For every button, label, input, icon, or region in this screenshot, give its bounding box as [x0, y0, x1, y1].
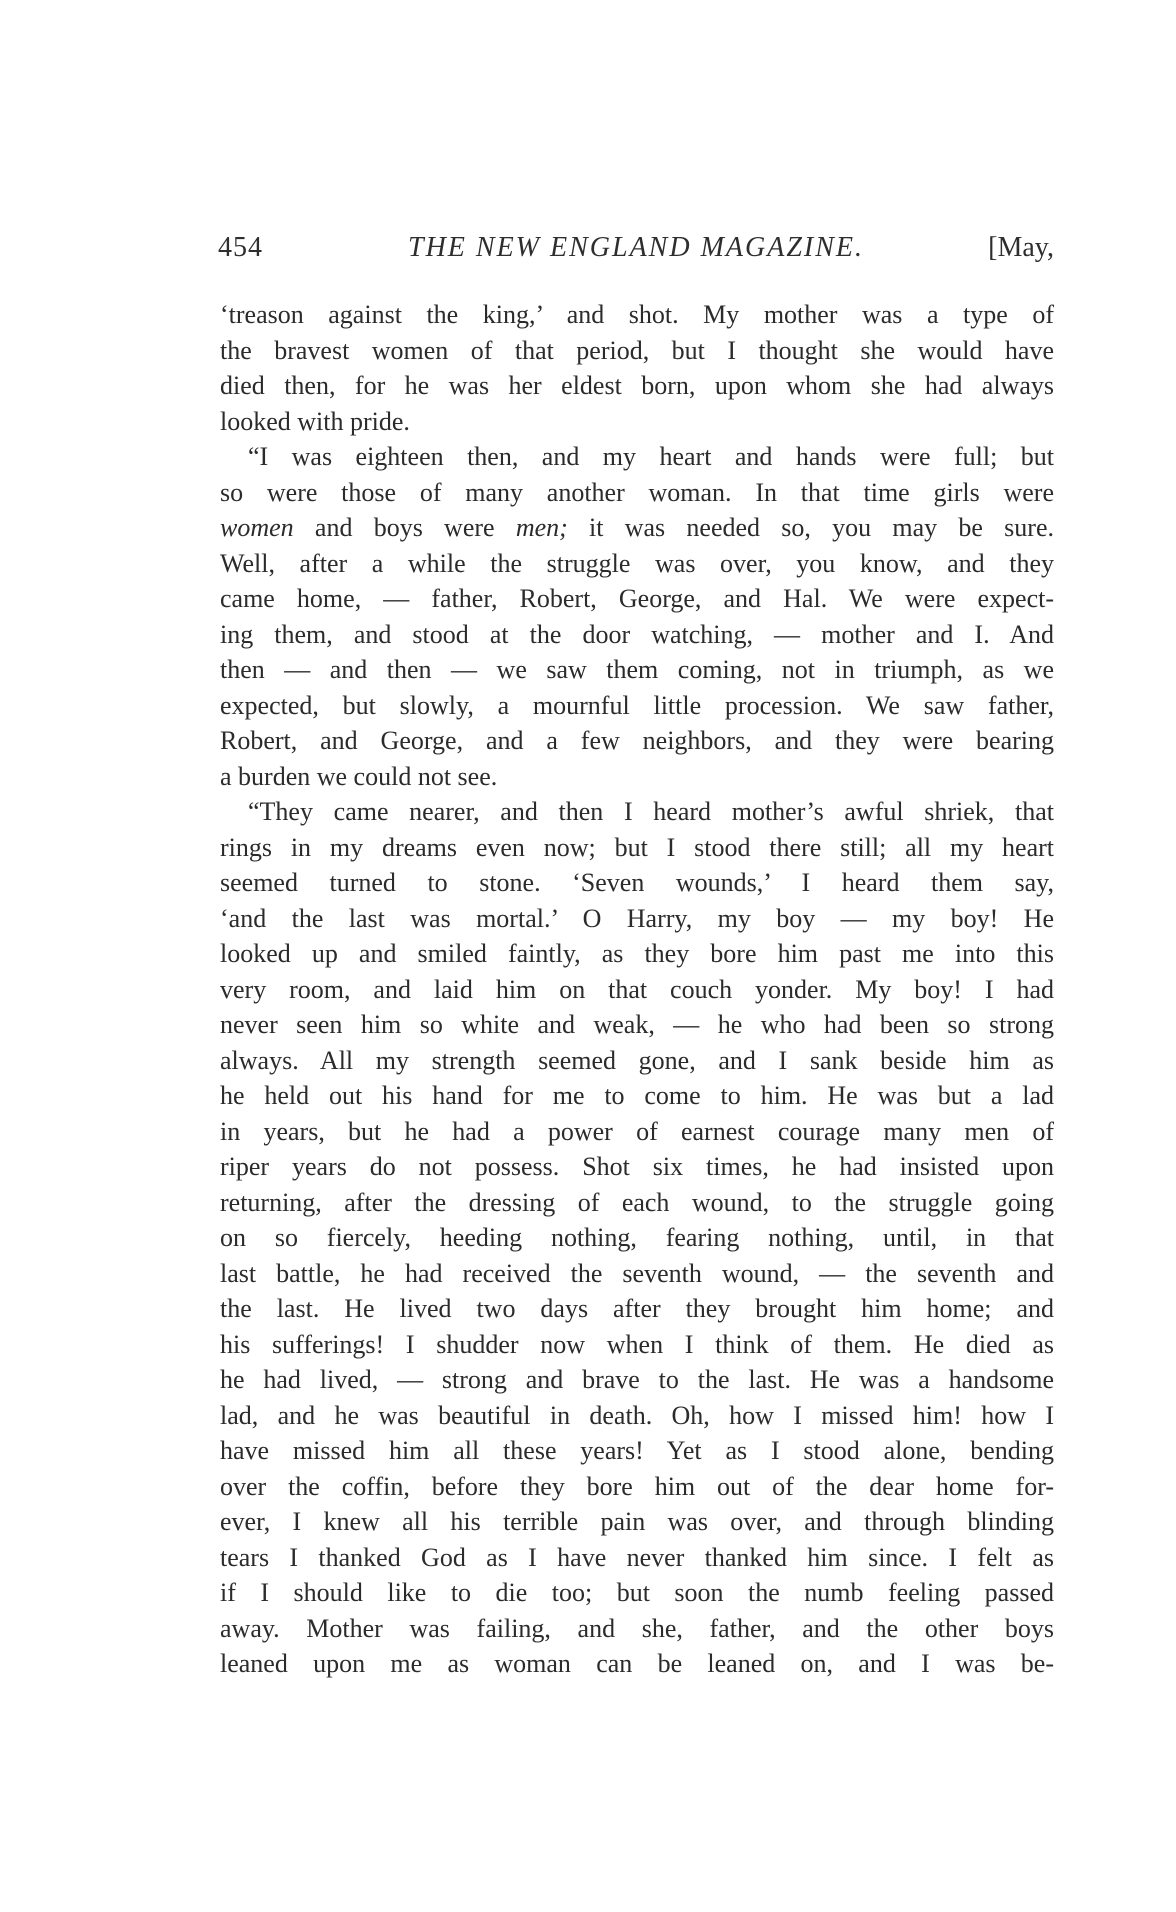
- text-line: the bravest women of that period, but I thought she would have: [220, 335, 1054, 365]
- text-line: lad, and he was beautiful in death. Oh, how I missed him! how I: [220, 1400, 1054, 1430]
- text-line: his sufferings! I shudder now when I think of them. He died as: [220, 1329, 1054, 1359]
- text-fragment: it was needed so, you may be sure.: [567, 513, 1054, 542]
- text-line: looked up and smiled faintly, as they bore him past me into this: [220, 939, 1054, 968]
- text-fragment: and boys were: [293, 513, 516, 542]
- text-line: ing them, and stood at the door watching, — mother and I. And: [220, 619, 1054, 649]
- italic-word: women: [220, 513, 294, 542]
- issue-month: [May,: [988, 232, 1054, 263]
- text-line: came home, — father, Robert, George, and Hal. We were expect-: [220, 584, 1054, 613]
- italic-word: men;: [515, 513, 568, 542]
- text-line: leaned upon me as woman can be leaned on, and I was be-: [220, 1649, 1054, 1678]
- text-line: “They came nearer, and then I heard mother’s awful shriek, that: [248, 797, 1054, 826]
- running-head: [218, 232, 1054, 272]
- text-line: on so fiercely, heeding nothing, fearing nothing, until, in that: [220, 1223, 1054, 1252]
- text-line: always. All my strength seemed gone, and I sank beside him as: [220, 1045, 1054, 1075]
- text-line: never seen him so white and weak, — he who had been so strong: [220, 1010, 1054, 1039]
- text-line: so were those of many another woman. In that time girls were: [220, 477, 1054, 507]
- text-line: away. Mother was failing, and she, father, and the other boys: [220, 1613, 1054, 1643]
- text-line: ever, I knew all his terrible pain was over, and through blinding: [220, 1507, 1054, 1536]
- text-line: Well, after a while the struggle was over, you know, and they: [220, 548, 1054, 578]
- text-line: he held out his hand for me to come to him. He was but a lad: [220, 1081, 1054, 1110]
- text-line: riper years do not possess. Shot six times, he had insisted upon: [220, 1152, 1054, 1181]
- text-line: last battle, he had received the seventh wound, — the seventh and: [220, 1258, 1054, 1288]
- text-line: returning, after the dressing of each wound, to the struggle going: [220, 1187, 1054, 1217]
- text-line: the last. He lived two days after they brought him home; and: [220, 1294, 1054, 1323]
- text-line: over the coffin, before they bore him out of the dear home for-: [220, 1471, 1054, 1501]
- text-line: he had lived, — strong and brave to the last. He was a handsome: [220, 1365, 1054, 1394]
- text-line: ‘treason against the king,’ and shot. My mother was a type of: [220, 300, 1054, 329]
- text-line: have missed him all these years! Yet as I stood alone, bending: [220, 1436, 1054, 1465]
- text-line: expected, but slowly, a mournful little procession. We saw father,: [220, 690, 1054, 720]
- page-number: 454: [218, 232, 263, 263]
- text-line: if I should like to die too; but soon the numb feeling passed: [220, 1578, 1054, 1607]
- text-line: very room, and laid him on that couch yonder. My boy! I had: [220, 974, 1054, 1004]
- text-line: seemed turned to stone. ‘Seven wounds,’ I heard them say,: [220, 868, 1054, 897]
- text-line: in years, but he had a power of earnest courage many men of: [220, 1116, 1054, 1146]
- journal-title: THE NEW ENGLAND MAGAZINE.: [408, 232, 864, 263]
- text-line: ‘and the last was mortal.’ O Harry, my boy — my boy! He: [220, 903, 1054, 933]
- text-line-with-italics: [220, 510, 1054, 546]
- text-line: a burden we could not see.: [220, 761, 498, 791]
- text-line: died then, for he was her eldest born, upon whom she had always: [220, 371, 1054, 400]
- text-line: Robert, and George, and a few neighbors, and they were bearing: [220, 726, 1054, 755]
- text-line: tears I thanked God as I have never thanked him since. I felt as: [220, 1542, 1054, 1572]
- text-line: looked with pride.: [220, 406, 410, 436]
- text-line: then — and then — we saw them coming, not in triumph, as we: [220, 655, 1054, 684]
- body-text: [220, 297, 1054, 1682]
- text-line: “I was eighteen then, and my heart and hands were full; but: [248, 442, 1054, 471]
- text-line: rings in my dreams even now; but I stood there still; all my heart: [220, 832, 1054, 862]
